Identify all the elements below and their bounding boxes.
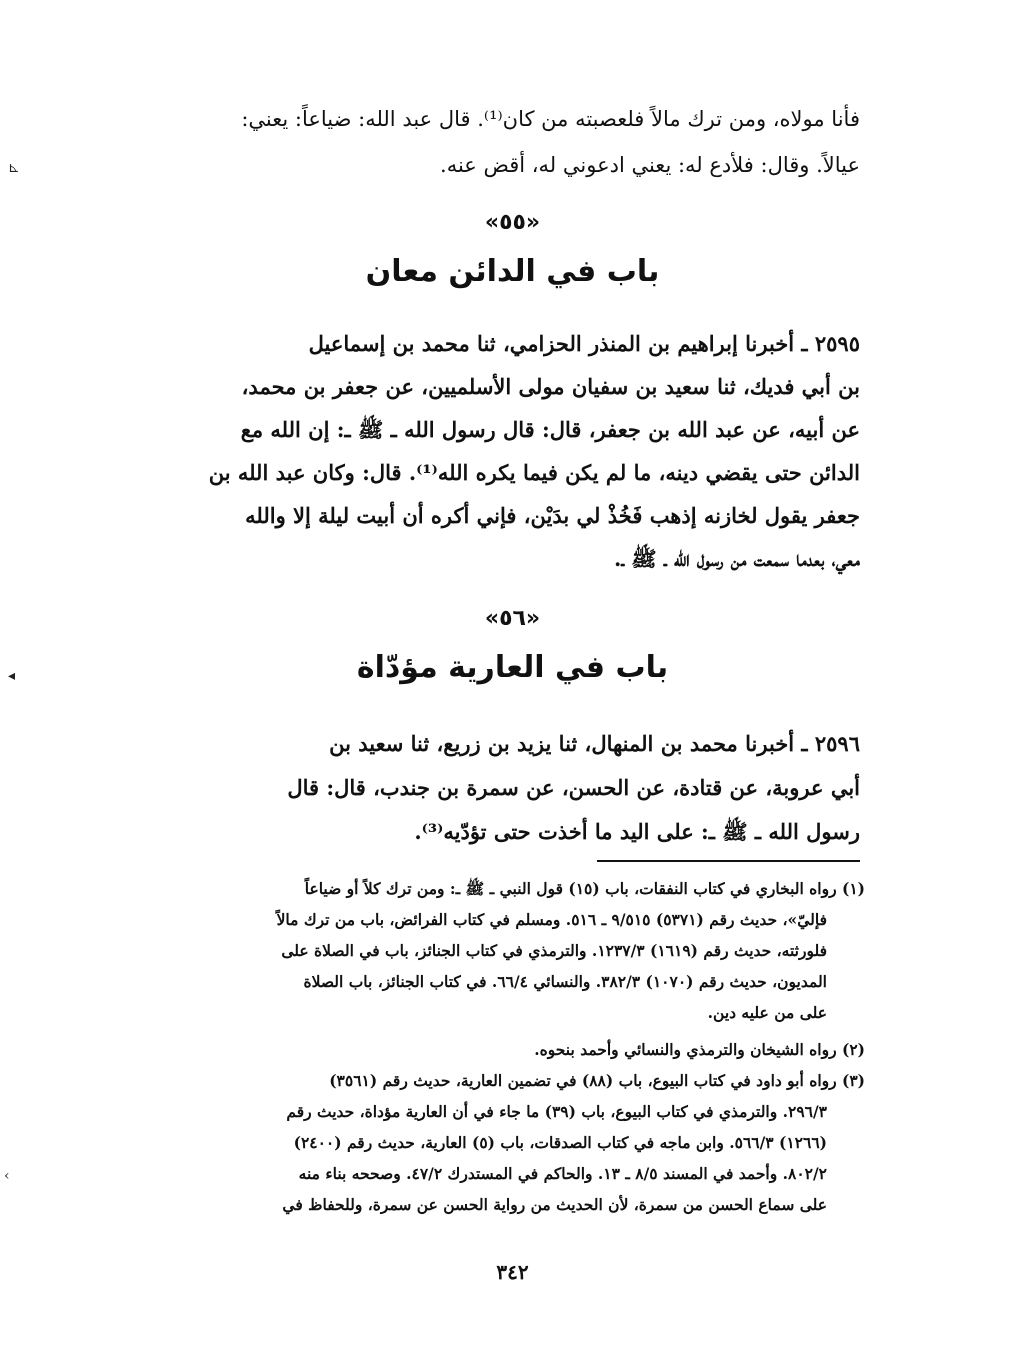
hadith-paragraph [165,322,860,580]
intro-paragraph [165,96,860,188]
margin-mark-icon: ⊾ [8,160,20,176]
footnote-line: (١) رواه البخاري في كتاب النفقات، باب (١٥) قول النبي ـ ﷺ ـ: ومن ترك كلاً أو ضياعاً [304,879,865,898]
footnote-line: (٣) رواه أبو داود في كتاب البيوع، باب (٨٨) في تضمين العارية، حديث رقم (٣٥٦١) [329,1071,865,1090]
text-line: ٢٥٩٥ ـ أخبرنا إبراهيم بن المنذر الحزامي، ثنا محمد بن إسماعيل [308,331,860,356]
text-line: بن أبي فديك، ثنا سعيد بن سفيان مولى الأسلميين، عن جعفر بن محمد، [241,374,860,399]
footnote-divider [597,860,860,862]
footnote-line: (٢) رواه الشيخان والترمذي والنسائي وأحمد بنحوه. [534,1040,865,1059]
text-line: فأنا مولاه، ومن ترك مالاً فلعصبته من كان⁽¹⁾. قال عبد الله: ضياعاً: يعني: [241,107,860,131]
section-number: «٥٦» [484,606,541,631]
margin-mark-icon: ‹ [4,1168,10,1184]
hadith-paragraph [165,722,860,854]
footnote-2 [165,1034,865,1065]
margin-mark-icon: ◂ [8,668,16,684]
footnote-line: ٢٩٦/٣. والترمذي في كتاب البيوع، باب (٣٩) ما جاء في أن العارية مؤداة، حديث رقم [286,1102,827,1121]
section-number: «٥٥» [484,210,541,235]
text-line: جعفر يقول لخازنه إذهب فَخُذْ لي بدَيْن، فإني أكره أن أبيت ليلة إلا والله [245,503,860,528]
text-line: أبي عروبة، عن قتادة، عن الحسن، عن سمرة بن جندب، قال: قال [287,775,860,800]
page-number: ٣٤٢ [496,1260,529,1284]
text-line: معي، بعدما سمعت من رسول الله ـ ﷺ ـ. [614,546,860,571]
footnote-line: على سماع الحسن من سمرة، لأن الحديث من رواية الحسن عن سمرة، وللحفاظ في [282,1195,827,1214]
footnote-line: المديون، حديث رقم (١٠٧٠) ٣٨٢/٣. والنسائي ٦٦/٤. في كتاب الجنائز، باب الصلاة [303,972,827,991]
footnote-line: فلورثته، حديث رقم (١٦١٩) ١٢٣٧/٣. والترمذي في كتاب الجنائز، باب في الصلاة على [281,941,827,960]
text-line: رسول الله ـ ﷺ ـ: على اليد ما أخذت حتى تؤدّيه⁽³⁾. [414,819,860,844]
footnote-1 [165,873,865,1028]
footnote-3 [165,1065,865,1220]
text-line: ٢٥٩٦ ـ أخبرنا محمد بن المنهال، ثنا يزيد بن زريع، ثنا سعيد بن [329,731,860,756]
footnote-line: على من عليه دين. [707,1003,827,1022]
section-title: باب في الدائن معان [365,254,660,289]
footnote-line: فإليّ»، حديث رقم (٥٣٧١) ٩/٥١٥ ـ ٥١٦. ومسلم في كتاب الفرائض، باب من ترك مالاً [276,910,827,929]
footnote-line: ٨٠٢/٢. وأحمد في المسند ٨/٥ ـ ١٣. والحاكم في المستدرك ٤٧/٢. وصححه بناء منه [298,1164,827,1183]
text-line: عن أبيه، عن عبد الله بن جعفر، قال: قال رسول الله ـ ﷺ ـ: إن الله مع [240,417,860,442]
text-line: عيالاً. وقال: فلأدع له: يعني ادعوني له، أقض عنه. [440,153,860,177]
footnote-line: (١٢٦٦) ٥٦٦/٣. وابن ماجه في كتاب الصدقات، باب (٥) العارية، حديث رقم (٢٤٠٠) [293,1133,827,1152]
section-title: باب في العارية مؤدّاة [356,650,669,685]
text-line: الدائن حتى يقضي دينه، ما لم يكن فيما يكره الله⁽¹⁾. قال: وكان عبد الله بن [208,460,860,485]
